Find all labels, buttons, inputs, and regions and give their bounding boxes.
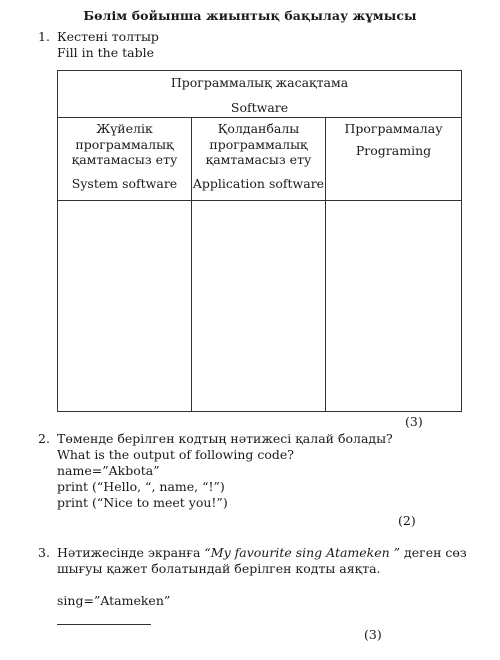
column-1-kz-line: программалық: [75, 136, 174, 152]
column-3-kz-line: Программалау: [344, 121, 443, 136]
column-2-kz-line: қамтамасыз ету: [205, 152, 312, 167]
question-2-mark: (2): [398, 513, 416, 528]
question-2-line: What is the output of following code?: [57, 447, 294, 462]
code-line: name=”Akbota”: [57, 463, 160, 478]
software-table: [57, 70, 462, 412]
question-3-line-1: [57, 545, 467, 561]
answer-cell-programing[interactable]: [326, 201, 462, 412]
column-3-en: Programing: [355, 142, 432, 158]
page-title: Бөлім бойынша жиынтық бақылау жұмысы: [83, 8, 417, 23]
table-header-cell: [58, 71, 462, 118]
code-line: print (“Nice to meet you!”): [57, 495, 228, 510]
column-2-en: Application software: [192, 175, 325, 191]
question-3-italic-phrase: “My favourite sing Atameken ”: [204, 545, 401, 560]
answer-cell-application[interactable]: [192, 201, 326, 412]
question-1-mark: (3): [405, 414, 423, 429]
question-2-line: Төменде берілген кодтың нәтижесі қалай болады?: [57, 431, 393, 446]
question-3-line-2: шығуы қажет болатындай берілген кодты аяқта.: [57, 561, 381, 576]
answer-cell-system[interactable]: [58, 201, 192, 412]
table-header-en: Software: [230, 99, 289, 115]
question-3-number: 3.: [38, 545, 50, 560]
column-programing: [326, 118, 462, 201]
code-line: print (“Hello, “, name, “!”): [57, 479, 225, 494]
question-2-number: 2.: [38, 431, 50, 446]
column-2-kz-line: Қолданбалы: [217, 121, 300, 136]
column-1-kz-line: Жүйелік: [96, 121, 153, 136]
question-1-text-en: Fill in the table: [57, 45, 154, 60]
column-1-en: System software: [71, 175, 178, 191]
answer-blank-line[interactable]: [57, 624, 151, 625]
column-system-software: [58, 118, 192, 201]
question-1-text-kz: Кестені толтыр: [57, 29, 159, 44]
question-3-text-after: деген сөз: [400, 545, 467, 560]
column-2-kz-line: программалық: [209, 136, 308, 152]
column-application-software: [192, 118, 326, 201]
code-line: sing=”Atameken”: [57, 593, 171, 608]
question-3-text-before: Нәтижесінде экранға: [57, 545, 205, 560]
question-3-mark: (3): [364, 627, 382, 642]
question-1-number: 1.: [38, 29, 50, 44]
column-1-kz-line: қамтамасыз ету: [71, 152, 178, 167]
table-header-kz: Программалық жасақтама: [170, 75, 349, 90]
